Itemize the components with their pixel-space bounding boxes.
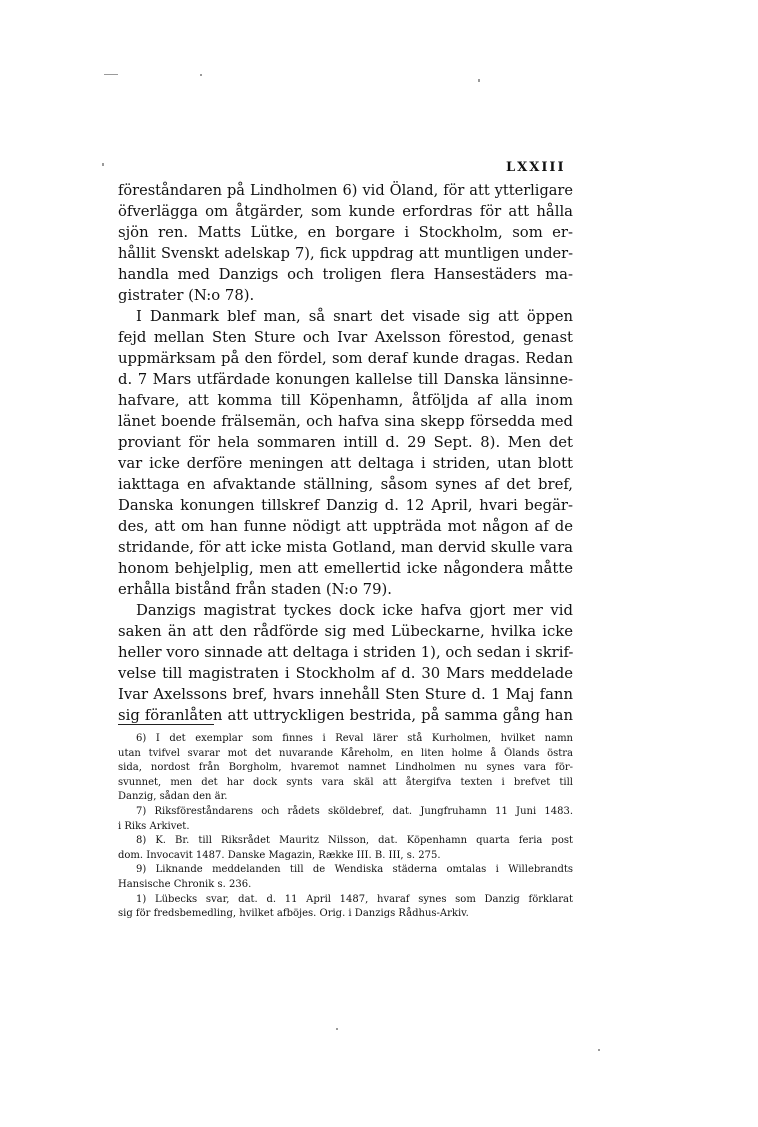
text-line: öfverlägga om åtgärder, som kunde erfordras för att hålla (118, 203, 573, 220)
text-line: länet boende frälsemän, och hafva sina skepp försedda med (118, 413, 573, 430)
scan-mark (478, 79, 480, 82)
text-line: d. 7 Mars utfärdade konungen kallelse till Danska länsinne- (118, 371, 573, 388)
text-line: gistrater (N:o 78). (118, 287, 255, 304)
text-line: iakttaga en afvaktande ställning, såsom synes af det bref, (118, 476, 573, 493)
body-text (118, 180, 573, 726)
text-line: handla med Danzigs och troligen flera Hansestäders ma- (118, 266, 573, 283)
footnote-line: utan tvifvel svarar mot det nuvarande Kåreholm, en liten holme å Ölands östra (118, 747, 573, 759)
text-line: des, att om han funne nödigt att uppträda mot någon af de (118, 518, 573, 535)
footnote-line: 6) I det exemplar som finnes i Reval lärer stå Kurholmen, hvilket namn (136, 733, 573, 744)
footnote-line: Hansische Chronik s. 236. (118, 878, 252, 890)
scan-mark (598, 1049, 600, 1051)
footnote-line: 7) Riksföreståndarens och rådets sköldebref, dat. Jungfruhamn 11 Juni 1483. (136, 805, 573, 817)
footnote-line: 9) Liknande meddelanden till de Wendiska städerna omtalas i Willebrandts (136, 864, 573, 876)
text-line: Ivar Axelssons bref, hvars innehåll Sten Sture d. 1 Maj fann (118, 686, 573, 703)
text-line: proviant för hela sommaren intill d. 29 Sept. 8). Men det (118, 434, 573, 451)
text-line: Danzigs magistrat tyckes dock icke hafva gjort mer vid (136, 602, 573, 619)
text-line: hållit Svenskt adelskap 7), fick uppdrag att muntligen under- (118, 245, 573, 262)
text-line: erhålla bistånd från staden (N:o 79). (118, 581, 392, 598)
text-line: sjön ren. Matts Lütke, en borgare i Stockholm, som er- (118, 224, 573, 241)
footnotes (118, 732, 573, 922)
text-line: fejd mellan Sten Sture och Ivar Axelsson förestod, genast (118, 329, 573, 346)
scan-mark (102, 163, 104, 166)
footnote-line: sida, nordost från Borgholm, hvaremot namnet Lindholmen nu synes vara för- (118, 762, 573, 774)
footnote-line: 1) Lübecks svar, dat. d. 11 April 1487, hvaraf synes som Danzig förklarat (136, 893, 573, 905)
text-line: föreståndaren på Lindholmen 6) vid Öland, för att ytterligare (118, 182, 573, 199)
scan-mark (104, 74, 118, 75)
text-line: sig föranlåten att uttryckligen bestrida, på samma gång han (118, 707, 573, 724)
text-line: saken än att den rådförde sig med Lübeckarne, hvilka icke (118, 623, 573, 640)
footnote-divider (118, 724, 214, 725)
footnote-line: 8) K. Br. till Riksrådet Mauritz Nilsson, dat. Köpenhamn quarta feria post (136, 835, 573, 847)
page-number: LXXIII (506, 160, 566, 175)
text-line: heller voro sinnade att deltaga i striden 1), och sedan i skrif- (118, 644, 573, 661)
footnote-line: i Riks Arkivet. (118, 820, 190, 832)
text-line: var icke derföre meningen att deltaga i striden, utan blott (118, 455, 573, 472)
text-line: hafvare, att komma till Köpenhamn, åtföljda af alla inom (118, 392, 573, 409)
footnote-line: dom. Invocavit 1487. Danske Magazin, Række III. B. III, s. 275. (118, 849, 441, 861)
scan-mark (336, 1028, 338, 1030)
text-line: velse till magistraten i Stockholm af d. 30 Mars meddelade (118, 665, 573, 682)
text-line: I Danmark blef man, så snart det visade sig att öppen (136, 308, 573, 325)
scan-mark (200, 74, 202, 76)
footnote-line: Danzig, sådan den är. (118, 791, 228, 803)
footnote-line: svunnet, men det har dock synts vara skäl att återgifva texten i brefvet till (118, 776, 573, 788)
text-line: stridande, för att icke mista Gotland, man dervid skulle vara (118, 539, 573, 556)
text-line: uppmärksam på den fördel, som deraf kunde dragas. Redan (118, 350, 573, 367)
footnote-line: sig för fredsbemedling, hvilket afböjes. Orig. i Danzigs Rådhus-Arkiv. (118, 908, 469, 920)
text-line: Danska konungen tillskref Danzig d. 12 April, hvari begär- (118, 497, 573, 514)
text-line: honom behjelplig, men att emellertid icke någondera måtte (118, 560, 573, 577)
